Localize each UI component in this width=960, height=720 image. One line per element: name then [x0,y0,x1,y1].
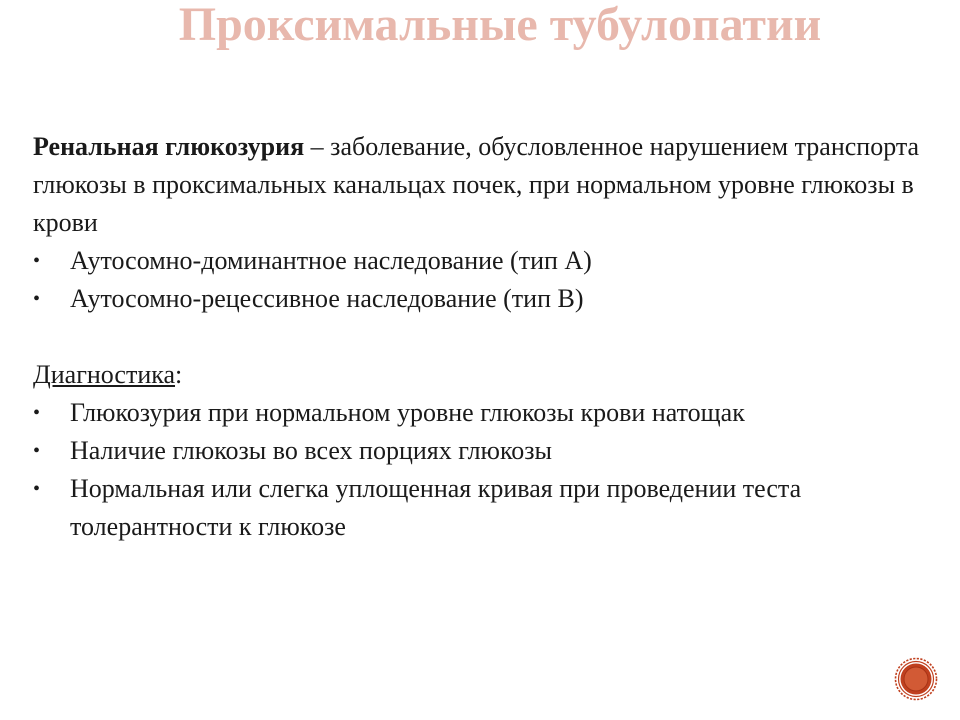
inheritance-item-a: Аутосомно-доминантное наследование (тип А) [70,246,592,275]
list-item [33,432,933,470]
diagnostics-colon: : [175,360,183,389]
ornate-circle-badge-icon [894,657,938,701]
slide-content [33,128,933,546]
list-item [33,242,933,280]
list-item [33,394,933,432]
slide-title: Проксимальные тубулопатии [178,0,822,51]
list-item [33,470,933,546]
diagnostics-label: Диагностика [33,360,176,389]
bullet-icon: • [33,288,41,310]
term-renal-glucosuria: Ренальная глюкозурия [33,132,305,161]
bullet-icon: • [33,402,41,424]
spacer [33,318,933,356]
diagnostics-item-3: Нормальная или слегка уплощенная кривая при проведении теста толерантности к глюкозе [70,474,802,541]
definition-paragraph [33,128,933,242]
inheritance-item-b: Аутосомно-рецессивное наследование (тип В) [70,284,584,313]
diagnostics-heading [33,356,933,394]
bullet-icon: • [33,440,41,462]
bullet-icon: • [33,250,41,272]
diagnostics-item-2: Наличие глюкозы во всех порциях глюкозы [70,436,553,465]
diagnostics-list [33,394,933,546]
bullet-icon: • [33,478,41,500]
diagnostics-item-1: Глюкозурия при нормальном уровне глюкозы крови натощак [70,398,745,427]
inheritance-list [33,242,933,318]
list-item [33,280,933,318]
definition-text: – заболевание, обусловленное нарушением транспорта глюкозы в проксимальных канальцах почек, при нормальном уровне глюкозы в крови [33,132,920,237]
